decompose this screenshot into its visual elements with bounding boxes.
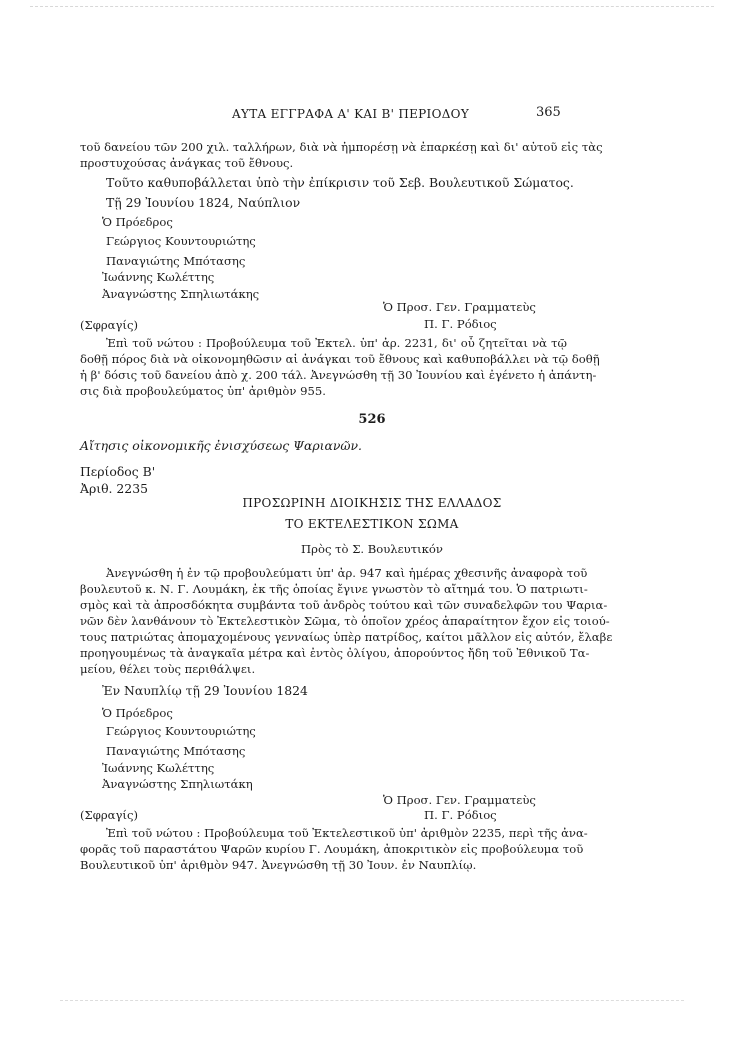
- body-line: μείου, θέλει τοὺς περιθάλψει.: [80, 662, 256, 676]
- prev-signatory: Γεώργιος Κουντουριώτης: [106, 234, 256, 248]
- secretary-title: Ὁ Προσ. Γεν. Γραμματεὺς: [383, 793, 536, 807]
- body-line: νῶν δὲν λανθάνουν τὸ Ἐκτελεστικὸν Σῶμα, τὸ ὁποῖον χρέος ἀπαραίτητον ἔχον εἰς τοιού-: [80, 614, 610, 628]
- seal: (Σφραγίς): [80, 808, 138, 822]
- addressee: Πρὸς τὸ Σ. Βουλευτικόν: [301, 542, 443, 556]
- body-line: βουλευτοῦ κ. Ν. Γ. Λουμάκη, ἐκ τῆς ὁποίας ἔγινε γνωστὸν τὸ αἴτημά του. Ὁ πατριωτι-: [80, 582, 588, 596]
- document-arith: Ἀριθ. 2235: [80, 481, 148, 496]
- prev-date: Τῇ 29 Ἰουνίου 1824, Ναύπλιον: [106, 195, 301, 210]
- body-line: σμὸς καὶ τὰ ἀπροσδόκητα συμβάντα τοῦ ἀνδρὸς τούτου καὶ τῶν συναδελφῶν του Ψαρια-: [80, 598, 608, 612]
- document-subject: Αἴτησις οἰκονομικῆς ἐνισχύσεως Ψαριανῶν.: [80, 438, 362, 453]
- signatory: Γεώργιος Κουντουριώτης: [106, 724, 256, 738]
- prev-secretary-title: Ὁ Προσ. Γεν. Γραμματεὺς: [383, 300, 536, 314]
- prev-signatory: Ἰωάννης Κωλέττης: [102, 270, 215, 284]
- authority-subheading: ΤΟ ΕΚΤΕΛΕΣΤΙΚΟΝ ΣΩΜΑ: [285, 517, 459, 531]
- prev-verso-line: δοθῇ πόρος διὰ νὰ οἰκονομηθῶσιν αἱ ἀνάγκαι τοῦ ἔθνους καὶ καθυποβάλλει νὰ τῷ δοθῇ: [80, 352, 600, 366]
- prev-seal: (Σφραγίς): [80, 318, 138, 332]
- document-period: Περίοδος Β': [80, 464, 156, 479]
- secretary-name: Π. Γ. Ρόδιος: [424, 808, 497, 822]
- document-number: 526: [358, 412, 386, 427]
- verso-line: φορᾶς τοῦ παραστάτου Ψαρῶν κυρίου Γ. Λουμάκη, ἀποκριτικὸν εἰς προβούλευμα τοῦ: [80, 842, 584, 856]
- body-line: Ἀνεγνώσθη ἡ ἐν τῷ προβουλεύματι ὑπ' ἀρ. 947 καὶ ἡμέρας χθεσινῆς ἀναφορὰ τοῦ: [106, 566, 588, 580]
- continuation-line: προστυχούσας ἀνάγκας τοῦ ἔθνους.: [80, 156, 294, 170]
- verso-line: Βουλευτικοῦ ὑπ' ἀριθμὸν 947. Ἀνεγνώσθη τῇ 30 Ἰουν. ἐν Ναυπλίῳ.: [80, 858, 477, 872]
- body-line: προηγουμένως τὰ ἀναγκαῖα μέτρα καὶ ἐντὸς ὀλίγου, ἀπορούντος ἤδη τοῦ Ἐθνικοῦ Τα-: [80, 646, 590, 660]
- signatory: Ἰωάννης Κωλέττης: [102, 761, 215, 775]
- signatory: Ἀναγνώστης Σπηλιωτάκη: [102, 777, 253, 791]
- prev-signatory: Ὁ Πρόεδρος: [102, 215, 173, 229]
- signatory: Παναγιώτης Μπότασης: [106, 744, 246, 758]
- document-date: Ἐν Ναυπλίῳ τῇ 29 Ἰουνίου 1824: [102, 683, 308, 698]
- verso-line: Ἐπὶ τοῦ νώτου : Προβούλευμα τοῦ Ἐκτελεστικοῦ ὑπ' ἀριθμὸν 2235, περὶ τῆς ἀνα-: [106, 826, 588, 840]
- scan-edge-bottom: [60, 1000, 684, 1002]
- prev-verso-line: Ἐπὶ τοῦ νώτου : Προβούλευμα τοῦ Ἐκτελ. ὑπ' ἀρ. 2231, δι' οὗ ζητεῖται νὰ τῷ: [106, 336, 567, 350]
- authority-heading: ΠΡΟΣΩΡΙΝΗ ΔΙΟΙΚΗΣΙΣ ΤΗΣ ΕΛΛΑΔΟΣ: [242, 496, 502, 510]
- prev-signatory: Παναγιώτης Μπότασης: [106, 254, 246, 268]
- continuation-line: τοῦ δανείου τῶν 200 χιλ. ταλλήρων, διὰ νὰ ἠμπορέσῃ νὰ ἐπαρκέσῃ καὶ δι' αὐτοῦ εἰς τὰς: [80, 140, 603, 154]
- prev-secretary-name: Π. Γ. Ρόδιος: [424, 317, 497, 331]
- signatory: Ὁ Πρόεδρος: [102, 706, 173, 720]
- submission-line: Τοῦτο καθυποβάλλεται ὑπὸ τὴν ἐπίκρισιν τοῦ Σεβ. Βουλευτικοῦ Σώματος.: [106, 175, 574, 190]
- scan-edge-top: [30, 6, 714, 8]
- prev-signatory: Ἀναγνώστης Σπηλιωτάκης: [102, 287, 260, 301]
- running-title: ΑΥΤΑ ΕΓΓΡΑΦΑ Α' ΚΑΙ Β' ΠΕΡΙΟΔΟΥ: [232, 107, 470, 121]
- page-number: 365: [536, 105, 561, 120]
- body-line: τους πατριώτας ἀπομαχομένους γενναίως ὑπὲρ πατρίδος, καίτοι μᾶλλον εἰς αὐτόν, ἔλαβε: [80, 630, 613, 644]
- prev-verso-line: ἡ β' δόσις τοῦ δανείου ἀπὸ χ. 200 τάλ. Ἀνεγνώσθη τῇ 30 Ἰουνίου καὶ ἐγένετο ἡ ἀπάντη-: [80, 368, 597, 382]
- prev-verso-line: σις διὰ προβουλεύματος ὑπ' ἀριθμὸν 955.: [80, 384, 326, 398]
